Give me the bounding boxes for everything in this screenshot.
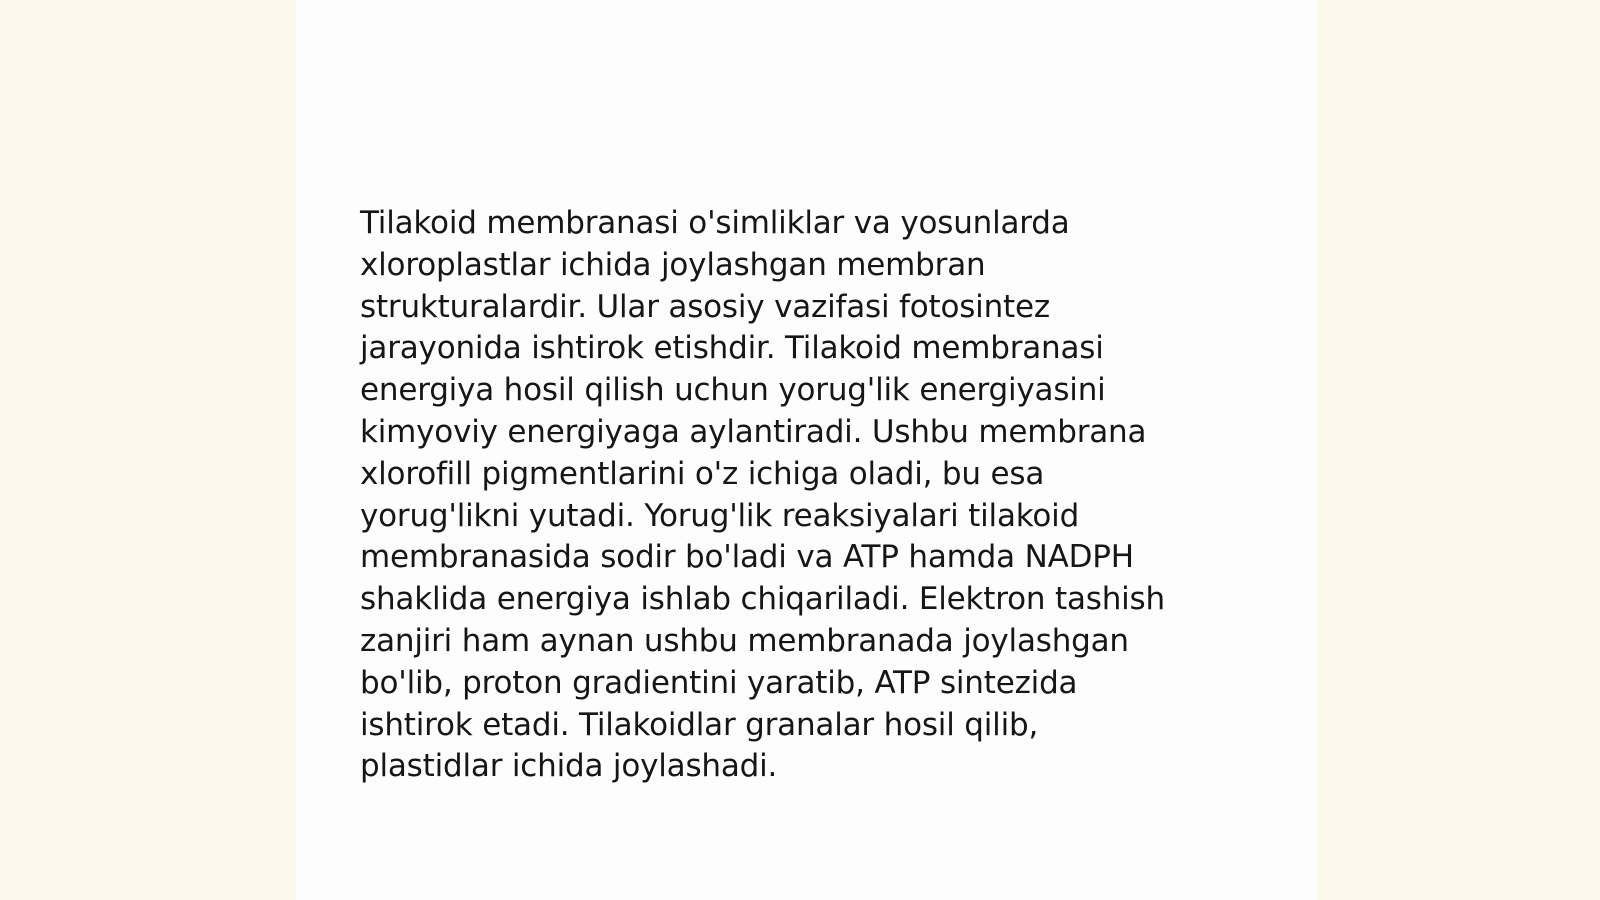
paragraph-line: bo'lib, proton gradientini yaratib, ATP sintezida xyxy=(360,664,1078,701)
paragraph-line: shaklida energiya ishlab chiqariladi. Elektron tashish xyxy=(360,581,1165,618)
slide-panel xyxy=(296,0,1318,900)
paragraph-line: ishtirok etadi. Tilakoidlar granalar hosil qilib, xyxy=(360,706,1039,743)
paragraph-line: xloroplastlar ichida joylashgan membran xyxy=(360,246,986,283)
paragraph-line: zanjiri ham aynan ushbu membranada joylashgan xyxy=(360,622,1129,659)
paragraph-line: xlorofill pigmentlarini o'z ichiga oladi, bu esa xyxy=(360,455,1045,492)
paragraph-line: energiya hosil qilish uchun yorug'lik energiyasini xyxy=(360,372,1106,409)
paragraph-line: Tilakoid membranasi o'simliklar va yosunlarda xyxy=(360,205,1070,241)
body-paragraph xyxy=(360,203,1240,788)
paragraph-line: kimyoviy energiyaga aylantiradi. Ushbu membrana xyxy=(360,413,1147,450)
paragraph-line: yorug'likni yutadi. Yorug'lik reaksiyalari tilakoid xyxy=(360,497,1080,534)
paragraph-line: plastidlar ichida joylashadi. xyxy=(360,748,778,785)
paragraph-line: jarayonida ishtirok etishdir. Tilakoid membranasi xyxy=(360,330,1104,367)
paragraph-line: membranasida sodir bo'ladi va ATP hamda NADPH xyxy=(360,539,1134,576)
paragraph-line: strukturalardir. Ular asosiy vazifasi fotosintez xyxy=(360,288,1050,325)
